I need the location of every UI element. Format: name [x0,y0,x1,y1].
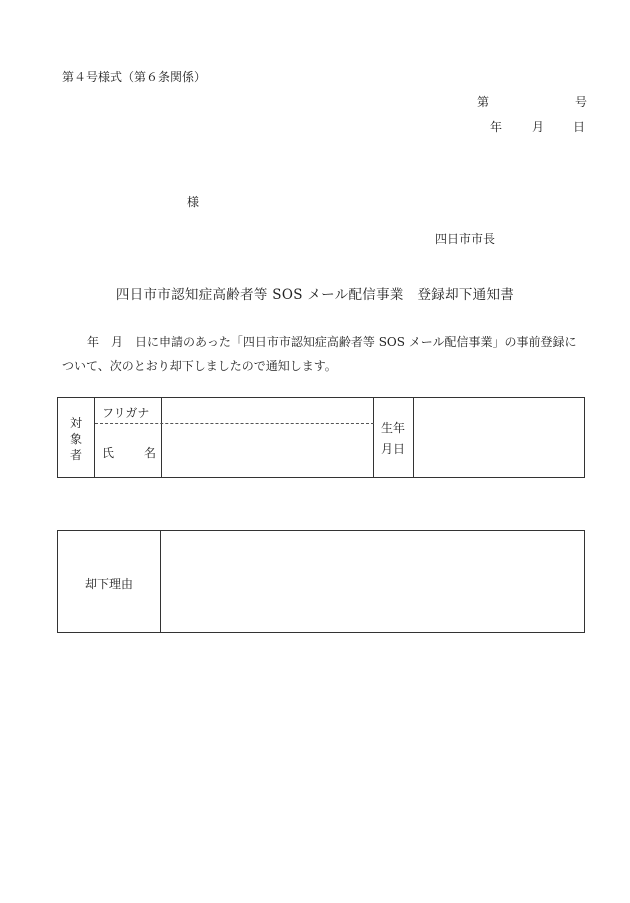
date-day-label: 日 [573,120,586,134]
table-divider [94,398,95,477]
body-paragraph [62,330,586,378]
issuer-name: 四日市市長 [435,232,496,246]
furigana-field[interactable] [162,398,373,423]
reason-table [57,530,585,633]
subject-label: 対象者 [69,416,82,462]
subject-table [57,397,585,478]
doc-number-prefix: 第 [477,95,490,109]
name-label-2: 名 [144,446,157,460]
name-label-1: 氏 [102,446,115,460]
reason-field[interactable] [161,531,584,632]
dob-label: 生年月日 [380,421,405,456]
date-month-label: 月 [532,120,545,134]
dob-field[interactable] [414,398,584,477]
body-text: 年 月 日に申請のあった「四日市市認知症高齢者等 SOS メール配信事業」の事前登録について、次のとおり却下しましたので通知します。 [62,335,577,373]
addressee-honorific: 様 [187,195,200,209]
name-label [102,444,156,461]
reason-label: 却下理由 [84,577,133,591]
form-number: 第４号様式（第６条関係） [62,70,207,84]
furigana-label: フリガナ [102,406,150,420]
document-title: 四日市市認知症高齢者等 SOS メール配信事業 登録却下通知書 [115,287,515,303]
table-divider [373,398,374,477]
doc-number-suffix: 号 [575,95,588,109]
date-year-label: 年 [490,120,503,134]
name-field[interactable] [162,424,373,477]
